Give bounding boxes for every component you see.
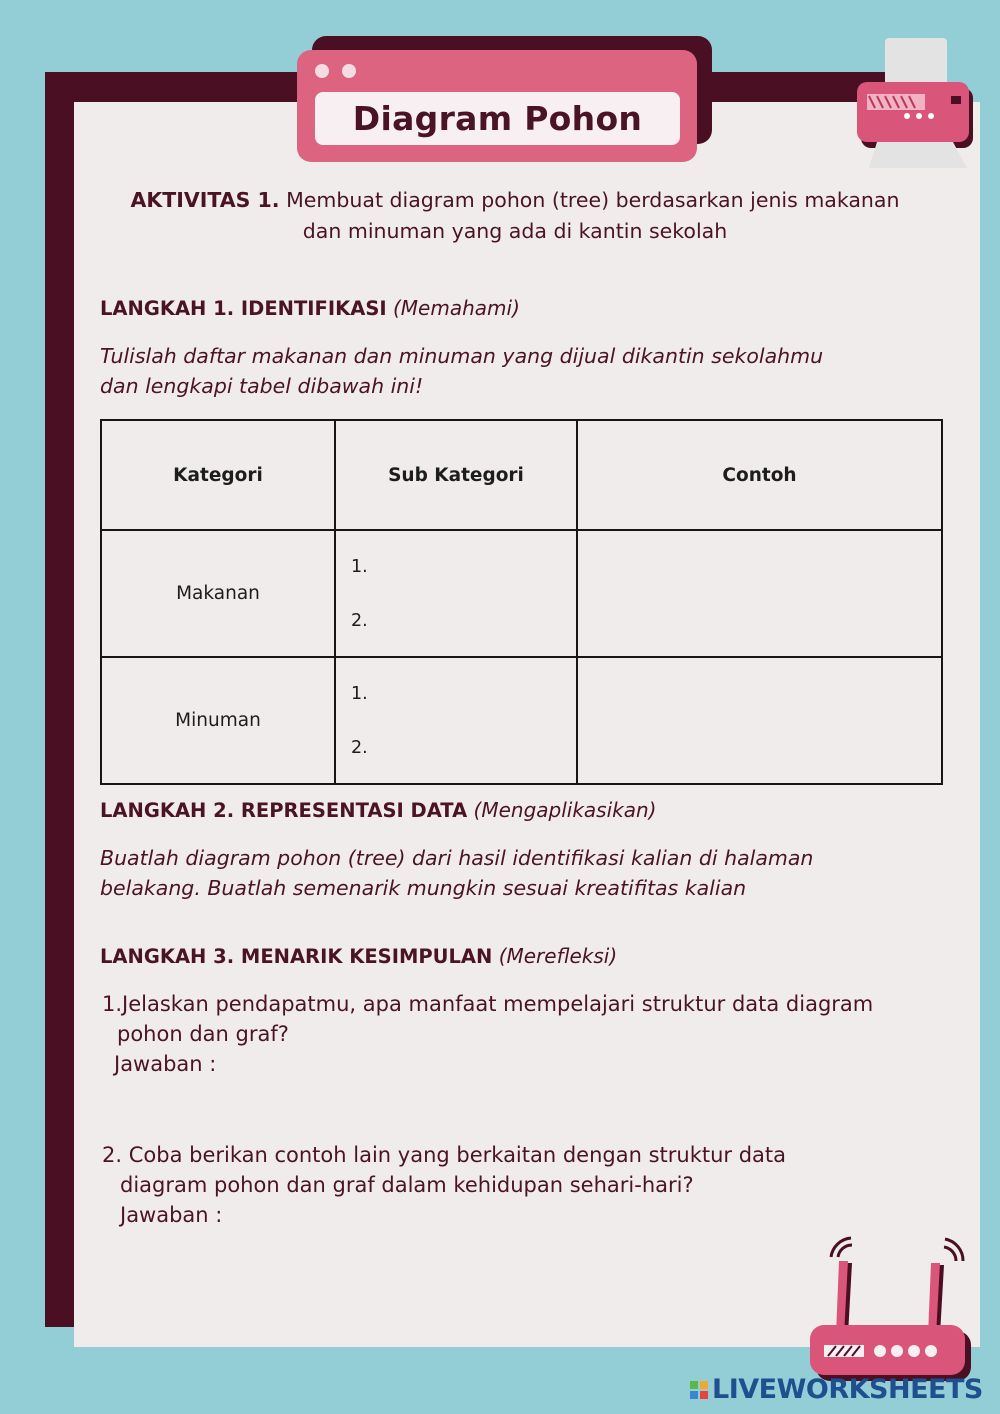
- header-sub-kategori: Sub Kategori: [335, 420, 577, 530]
- router-icon: [808, 1235, 973, 1385]
- step2-instruction-line1: Buatlah diagram pohon (tree) dari hasil identifikasi kalian di halaman: [100, 846, 814, 870]
- step2-title: LANGKAH 2. REPRESENTASI DATA: [100, 799, 468, 822]
- table-row: [101, 657, 942, 784]
- question-line2: pohon dan graf?: [117, 1022, 289, 1046]
- printer-icon: [855, 36, 975, 176]
- contoh-cell[interactable]: [577, 657, 942, 784]
- kategori-cell: Minuman: [101, 657, 335, 784]
- header-kategori: Kategori: [101, 420, 335, 530]
- sub-item: 1.: [351, 556, 368, 577]
- step1-instruction-line2: dan lengkapi tabel dibawah ini!: [100, 374, 424, 398]
- step1-heading: [100, 296, 520, 320]
- sub-item: 2.: [351, 610, 368, 631]
- liveworksheets-logo-icon: [690, 1381, 708, 1399]
- contoh-cell[interactable]: [577, 530, 942, 657]
- sub-item: 2.: [351, 737, 368, 758]
- question-2: [102, 1140, 786, 1230]
- header-contoh: Contoh: [577, 420, 942, 530]
- liveworksheets-watermark: [690, 1374, 983, 1405]
- question-line2: diagram pohon dan graf dalam kehidupan sehari-hari?: [120, 1173, 694, 1197]
- step1-subtitle: (Memahami): [393, 296, 520, 320]
- table-row: [101, 530, 942, 657]
- question-line1: Coba berikan contoh lain yang berkaitan dengan struktur data: [128, 1143, 787, 1167]
- question-number: 2.: [102, 1143, 123, 1167]
- answer-label[interactable]: Jawaban :: [114, 1052, 217, 1076]
- activity-text-line2: dan minuman yang ada di kantin sekolah: [302, 219, 728, 243]
- answer-label[interactable]: Jawaban :: [120, 1203, 223, 1227]
- window-dot-icon: [315, 64, 329, 78]
- question-line1: Jelaskan pendapatmu, apa manfaat mempelajari struktur data diagram: [122, 992, 874, 1016]
- step3-subtitle: (Merefleksi): [498, 944, 618, 968]
- sub-kategori-cell[interactable]: [335, 530, 577, 657]
- title-bar: [315, 92, 680, 145]
- activity-description: [100, 185, 930, 247]
- step2-instruction: [100, 843, 930, 903]
- step1-title: LANGKAH 1. IDENTIFIKASI: [100, 297, 387, 320]
- step2-instruction-line2: belakang. Buatlah semenarik mungkin sesuai kreatifitas kalian: [100, 876, 747, 900]
- activity-label: AKTIVITAS 1.: [130, 188, 280, 212]
- step2-heading: [100, 798, 656, 822]
- step1-instruction: [100, 341, 930, 401]
- page-title: Diagram Pohon: [352, 99, 643, 138]
- kategori-cell: Makanan: [101, 530, 335, 657]
- step3-title: LANGKAH 3. MENARIK KESIMPULAN: [100, 945, 493, 968]
- question-1: [102, 989, 873, 1079]
- question-number: 1.: [102, 992, 123, 1016]
- identification-table: [100, 419, 943, 785]
- step3-heading: [100, 944, 617, 968]
- activity-text-line1: Membuat diagram pohon (tree) berdasarkan jenis makanan: [279, 188, 900, 212]
- window-dot-icon: [342, 64, 356, 78]
- sub-item: 1.: [351, 683, 368, 704]
- table-header-row: [101, 420, 942, 530]
- watermark-text: LIVEWORKSHEETS: [712, 1374, 983, 1405]
- step2-subtitle: (Mengaplikasikan): [473, 798, 657, 822]
- sub-kategori-cell[interactable]: [335, 657, 577, 784]
- step1-instruction-line1: Tulislah daftar makanan dan minuman yang dijual dikantin sekolahmu: [100, 344, 824, 368]
